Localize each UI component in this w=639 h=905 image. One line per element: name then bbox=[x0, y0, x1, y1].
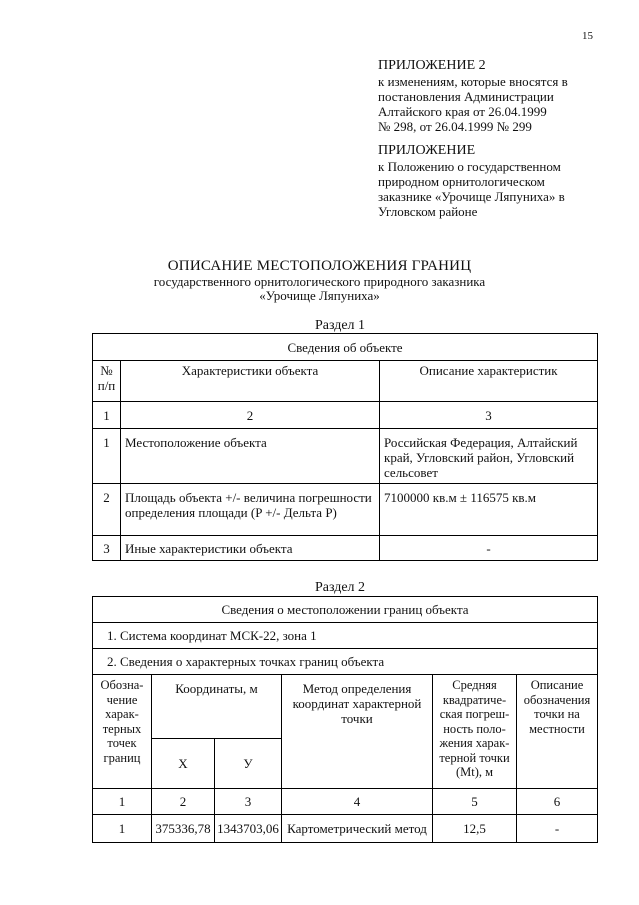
col-header-characteristic: Характеристики объекта bbox=[121, 361, 380, 402]
row-no: 3 bbox=[93, 536, 121, 561]
col-header-no: № п/п bbox=[93, 361, 121, 402]
number-cell: 3 bbox=[215, 789, 282, 815]
col-header-note: Описание обозначения точки на местности bbox=[517, 675, 598, 789]
point-designation: 1 bbox=[93, 815, 152, 843]
row-description: 7100000 кв.м ± 116575 кв.м bbox=[380, 484, 598, 536]
number-cell: 5 bbox=[433, 789, 517, 815]
section-2-label: Раздел 2 bbox=[314, 580, 366, 595]
table-row bbox=[93, 815, 598, 843]
number-cell: 2 bbox=[152, 789, 215, 815]
number-cell: 3 bbox=[380, 402, 598, 429]
annex-line: заказнике «Урочище Ляпуниха» в bbox=[378, 189, 565, 204]
annex-2-line: к изменениям, которые вносятся в bbox=[378, 74, 568, 89]
title-line-2: государственного орнитологического природного заказника bbox=[153, 274, 486, 289]
number-cell: 1 bbox=[93, 789, 152, 815]
number-cell: 2 bbox=[121, 402, 380, 429]
table-row bbox=[93, 429, 598, 484]
annex-line: природном орнитологическом bbox=[378, 174, 545, 189]
section-2-table bbox=[92, 596, 598, 843]
col-header-designation: Обозна-чение харак-терных точек границ bbox=[93, 675, 152, 789]
annex-heading: ПРИЛОЖЕНИЕ bbox=[378, 143, 476, 158]
number-cell: 6 bbox=[517, 789, 598, 815]
annex-block bbox=[378, 143, 618, 219]
col-header-x: X bbox=[152, 739, 215, 789]
row-description: Российская Федерация, Алтайский край, Угловский район, Угловский сельсовет bbox=[380, 429, 598, 484]
point-y: 1343703,06 bbox=[215, 815, 282, 843]
annex-line: к Положению о государственном bbox=[378, 159, 561, 174]
point-note: - bbox=[517, 815, 598, 843]
annex-2-line: Алтайского края от 26.04.1999 bbox=[378, 104, 547, 119]
col-header-coordinates: Координаты, м bbox=[152, 675, 282, 739]
row-characteristic: Местоположение объекта bbox=[121, 429, 380, 484]
col-header-y: У bbox=[215, 739, 282, 789]
row-description: - bbox=[380, 536, 598, 561]
col-header-method: Метод определения координат характерной точки bbox=[282, 675, 433, 789]
coordinate-system: 1. Система координат МСК-22, зона 1 bbox=[93, 623, 598, 649]
section-1-table bbox=[92, 333, 598, 561]
table-row bbox=[93, 536, 598, 561]
annex-2-heading: ПРИЛОЖЕНИЕ 2 bbox=[378, 58, 486, 73]
number-cell: 4 bbox=[282, 789, 433, 815]
document-title bbox=[0, 258, 639, 303]
row-no: 1 bbox=[93, 429, 121, 484]
page-number: 15 bbox=[582, 30, 593, 42]
number-cell: 1 bbox=[93, 402, 121, 429]
title-line-3: «Урочище Ляпуниха» bbox=[259, 288, 380, 303]
point-method: Картометрический метод bbox=[282, 815, 433, 843]
section-1-label: Раздел 1 bbox=[314, 318, 366, 333]
table-row bbox=[93, 484, 598, 536]
row-characteristic: Площадь объекта +/- величина погрешности определения площади (P +/- Дельта P) bbox=[121, 484, 380, 536]
col-header-description: Описание характеристик bbox=[380, 361, 598, 402]
row-no: 2 bbox=[93, 484, 121, 536]
section-2-caption: Сведения о местоположении границ объекта bbox=[93, 597, 598, 623]
points-caption: 2. Сведения о характерных точках границ объекта bbox=[93, 649, 598, 675]
col-header-error: Средняя квадратиче-ская погреш-ность поло-жения харак-терной точки (Mt), м bbox=[433, 675, 517, 789]
title-line-1: ОПИСАНИЕ МЕСТОПОЛОЖЕНИЯ ГРАНИЦ bbox=[167, 258, 472, 274]
point-x: 375336,78 bbox=[152, 815, 215, 843]
row-characteristic: Иные характеристики объекта bbox=[121, 536, 380, 561]
annex-2-line: № 298, от 26.04.1999 № 299 bbox=[378, 119, 532, 134]
annex-line: Угловском районе bbox=[378, 204, 478, 219]
section-1-caption: Сведения об объекте bbox=[93, 334, 598, 361]
annex-2-block bbox=[378, 58, 618, 134]
annex-2-line: постановления Администрации bbox=[378, 89, 554, 104]
point-error: 12,5 bbox=[433, 815, 517, 843]
